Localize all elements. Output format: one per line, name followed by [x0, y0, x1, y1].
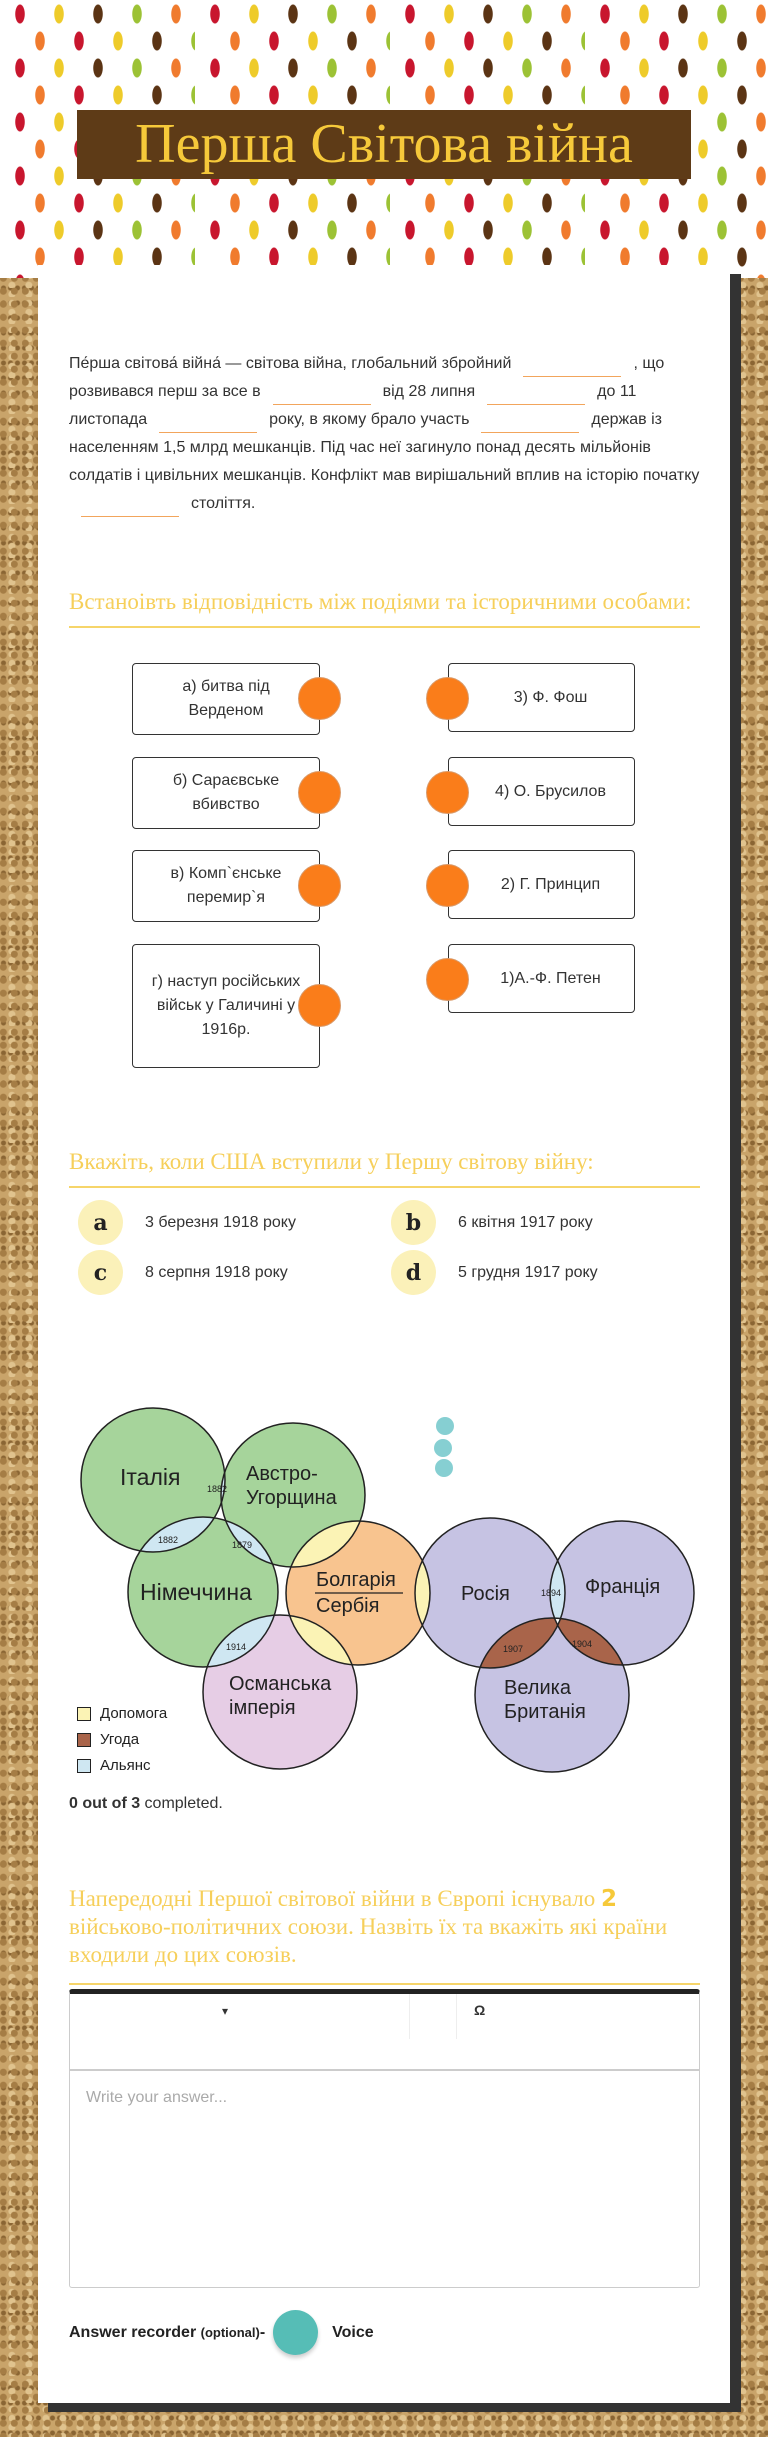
match-connector-dot[interactable]	[298, 864, 341, 907]
text: 2	[600, 1886, 617, 1912]
legend-item	[77, 1705, 167, 1722]
special-characters-omega-icon[interactable]: Ω	[474, 2002, 486, 2018]
option-letter-badge: c	[78, 1250, 123, 1295]
match-right-item[interactable]: 4) О. Брусилов	[448, 757, 635, 826]
option-text: 5 грудня 1917 року	[458, 1263, 598, 1281]
legend-label: Альянс	[100, 1757, 151, 1774]
legend-swatch	[77, 1733, 91, 1747]
page-title: Перша Світова війна	[77, 110, 691, 179]
format-dropdown-caret-icon[interactable]: ▾	[222, 2004, 229, 2018]
match-connector-dot[interactable]	[426, 677, 469, 720]
header-pattern	[0, 0, 768, 278]
diagram-hotspot-icons[interactable]	[434, 1417, 458, 1477]
recorder-label: Answer recorder	[69, 2323, 197, 2341]
answer-recorder	[69, 2310, 374, 2355]
text: до 11 листопада	[69, 383, 637, 428]
match-left-item[interactable]: г) наступ російських військ у Галичині у 1916р.	[132, 944, 320, 1068]
blank-input-5[interactable]	[481, 419, 579, 433]
match-connector-dot[interactable]	[426, 958, 469, 1001]
year-label: 1879	[232, 1540, 253, 1550]
text: що розвивався перш за все в	[69, 355, 665, 400]
match-left-item[interactable]: а) битва під Верденом	[132, 663, 320, 735]
blank-input-3[interactable]	[487, 391, 585, 405]
label-ottoman-1: Османська	[229, 1673, 332, 1695]
match-connector-dot[interactable]	[426, 771, 469, 814]
year-label: 1914	[226, 1642, 247, 1652]
option-letter-badge: a	[78, 1200, 123, 1245]
text: століття.	[191, 495, 256, 512]
fill-in-paragraph	[69, 350, 709, 518]
hotspot-icon[interactable]	[435, 1459, 453, 1477]
text: Пе́рша світова́ війна́ — світова війна, глобальний збройний	[69, 355, 512, 372]
text: -	[259, 2323, 266, 2341]
text: Напередодні Першої світової війни в Європі існувало	[69, 1886, 601, 1911]
answer-editor	[69, 1989, 700, 2288]
text: держав із населенням 1,5 млрд мешканців. Під час неї загинуло понад десять мільйонів солдатів і цивільних мешканців. Конфлікт мав вирішальний вплив на історію початку	[69, 411, 700, 484]
match-left-item[interactable]: б) Сараєвське вбивство	[132, 757, 320, 829]
blank-input-2[interactable]	[273, 391, 371, 405]
text: військово-політичних союзи. Назвіть їх та вкажіть які країни входили до цих союзів.	[69, 1914, 668, 1967]
label-bulgaria: Болгарія	[316, 1569, 396, 1591]
match-right-item[interactable]: 1)А.-Ф. Петен	[448, 944, 635, 1013]
option-text: 6 квітня 1917 року	[458, 1213, 593, 1231]
hotspot-icon[interactable]	[436, 1417, 454, 1435]
hotspot-icon[interactable]	[434, 1439, 452, 1457]
status-count: 0 out of 3	[69, 1795, 141, 1812]
blank-input-4[interactable]	[159, 419, 257, 433]
legend-item	[77, 1757, 150, 1774]
record-voice-button[interactable]	[273, 2310, 318, 2355]
text: ,	[633, 355, 638, 372]
year-label: 1882	[158, 1535, 179, 1545]
match-connector-dot[interactable]	[426, 864, 469, 907]
legend-swatch	[77, 1707, 91, 1721]
text: від 28 липня	[382, 383, 476, 400]
option-text: 3 березня 1918 року	[145, 1213, 296, 1231]
match-connector-dot[interactable]	[298, 984, 341, 1027]
choice-option-b[interactable]	[391, 1200, 593, 1245]
year-label: 1894	[541, 1588, 562, 1598]
answer-textarea[interactable]	[70, 2071, 699, 2286]
year-label: 1907	[503, 1644, 524, 1654]
blank-input-6[interactable]	[81, 503, 179, 517]
voice-label[interactable]: Voice	[332, 2323, 374, 2341]
legend-item	[77, 1731, 139, 1748]
label-britain-2: Британія	[504, 1701, 586, 1723]
match-right-item[interactable]: 3) Ф. Фош	[448, 663, 635, 732]
matching-heading: Встаноівть відповідність між подіями та історичними особами:	[69, 588, 700, 628]
label-russia: Росія	[461, 1583, 510, 1605]
label-austria-1: Австро-	[246, 1463, 318, 1485]
match-connector-dot[interactable]	[298, 677, 341, 720]
choice-option-a[interactable]	[78, 1200, 296, 1245]
text: року, в якому брало участь	[269, 411, 470, 428]
choice-heading: Вкажіть, коли США вступили у Першу світову війну:	[69, 1148, 700, 1188]
choice-option-c[interactable]	[78, 1250, 288, 1295]
completion-status	[69, 1795, 223, 1813]
legend-swatch	[77, 1759, 91, 1773]
match-left-item[interactable]: в) Комп`єнське перемир`я	[132, 850, 320, 922]
toolbar-divider	[409, 1994, 410, 2039]
match-connector-dot[interactable]	[298, 771, 341, 814]
label-britain-1: Велика	[504, 1677, 571, 1699]
label-france: Франція	[585, 1576, 661, 1598]
label-austria-2: Угорщина	[246, 1487, 337, 1509]
label-ottoman-2: імперія	[229, 1697, 296, 1719]
editor-toolbar	[70, 1994, 699, 2071]
match-right-item[interactable]: 2) Г. Принцип	[448, 850, 635, 919]
alliances-venn-diagram	[0, 1390, 768, 1790]
status-text: completed.	[140, 1795, 223, 1812]
open-question-heading	[69, 1885, 700, 1985]
option-letter-badge: d	[391, 1250, 436, 1295]
choice-option-d[interactable]	[391, 1250, 598, 1295]
toolbar-divider	[456, 1994, 457, 2039]
blank-input-1[interactable]	[523, 363, 621, 377]
recorder-optional: (optional)	[200, 2325, 260, 2340]
year-label: 1904	[572, 1639, 593, 1649]
legend-label: Угода	[100, 1731, 140, 1748]
label-serbia: Сербія	[316, 1595, 380, 1617]
option-letter-badge: b	[391, 1200, 436, 1245]
label-germany: Німеччина	[140, 1579, 252, 1605]
legend-label: Допомога	[100, 1705, 168, 1722]
option-text: 8 серпня 1918 року	[145, 1263, 288, 1281]
label-italy: Італія	[120, 1464, 181, 1490]
year-label: 1882	[207, 1484, 228, 1494]
